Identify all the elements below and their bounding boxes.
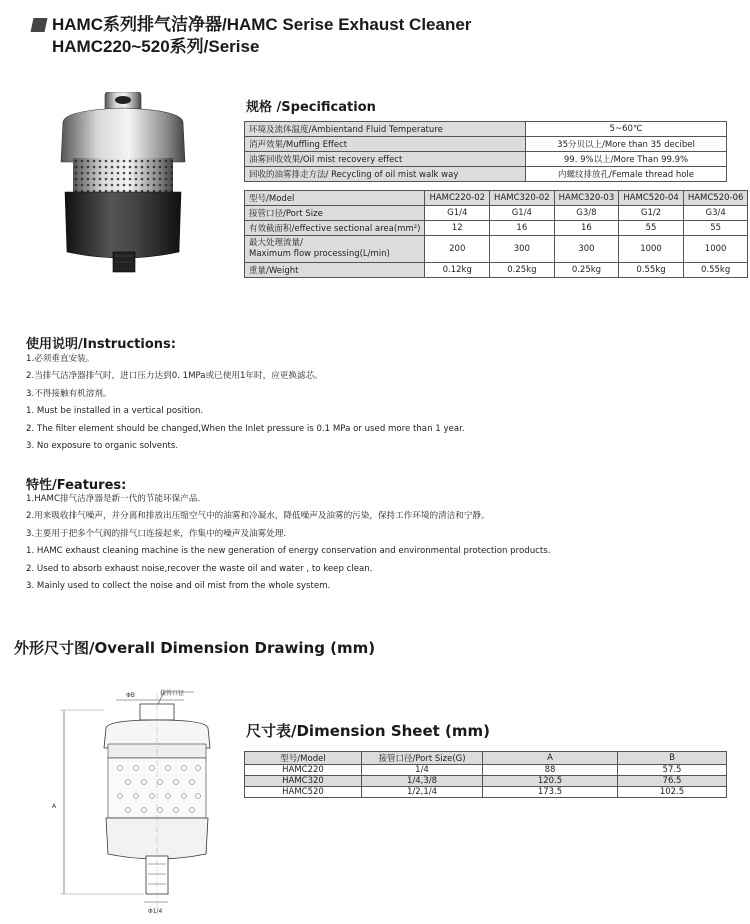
table-row: HAMC520 1/2,1/4 173.5 102.5 [245, 787, 727, 798]
spec-heading: 规格 /Specification [246, 100, 376, 115]
table-row: 最大处理流量/ Maximum flow processing(L/min) 200 300 300 1000 1000 [245, 236, 748, 263]
list-item: 1.必须垂直安装。 [26, 354, 95, 364]
features-heading: 特性/Features: [26, 478, 127, 493]
drawing-label-a: A [52, 803, 57, 810]
title-line-2: HAMC220~520系列/Serise [52, 37, 260, 56]
list-item: 1.HAMC排气洁净器是新一代的节能环保产品. [26, 494, 201, 504]
dimension-sheet-heading: 尺寸表/Dimension Sheet (mm) [246, 722, 491, 740]
table-row: HAMC220 1/4 88 57.5 [245, 765, 727, 776]
table-row: 型号/Model 接管口径/Port Size(G) A B [245, 752, 727, 765]
title-line-1: HAMC系列排气洁净器/HAMC Serise Exhaust Cleaner [52, 15, 472, 34]
instructions-list [26, 351, 465, 455]
drawing-label-port: 接管口径 [160, 690, 185, 697]
dimension-table [244, 751, 727, 798]
list-item: 3.主要用于把多个气阀的排气口连接起来，作集中的噪声及油雾处理. [26, 528, 287, 539]
table-row: 回收的油雾排走方法/ Recycling of oil mist walk way 内螺纹排放孔/Female thread hole [245, 167, 727, 182]
drawing-label-b: ΦB [126, 692, 135, 699]
list-item: 3.不得接触有机溶剂。 [26, 388, 112, 399]
list-item: 2.用来吸收排气噪声，并分离和排放出压缩空气中的油雾和冷凝水，降低噪声及油雾的污染，保持工作环境的清洁和宁静。 [26, 511, 490, 522]
table-row: 环境及流体温度/Ambientand Fluid Temperature 5~60℃ [245, 122, 727, 137]
list-item: 2. The filter element should be changed,When the Inlet pressure is 0.1 MPa or used more than 1 year. [26, 423, 465, 434]
table-row: 重量/Weight 0.12kg 0.25kg 0.25kg 0.55kg 0.55kg [245, 263, 748, 278]
table-row: 消声效果/Muffling Effect 35分贝以上/More than 35 decibel [245, 137, 727, 152]
drawing-label-bottom: Φ1/4 [148, 908, 163, 915]
features-list [26, 491, 550, 595]
table-row: HAMC320 1/4,3/8 120.5 76.5 [245, 776, 727, 787]
dimension-drawing [44, 684, 214, 920]
title-bullet-icon [31, 18, 48, 32]
spec-table [244, 121, 727, 182]
list-item: 2. Used to absorb exhaust noise,recover the waste oil and water , to keep clean. [26, 563, 373, 574]
model-table [244, 190, 748, 278]
page-title [32, 14, 471, 58]
drawing-heading: 外形尺寸图/Overall Dimension Drawing (mm) [14, 639, 376, 657]
table-row: 有效截面积/effective sectional area(mm²) 12 16 16 55 55 [245, 221, 748, 236]
list-item: 1. Must be installed in a vertical position. [26, 406, 204, 417]
list-item: 2.当排气洁净器排气时，进口压力达到0. 1MPa或已使用1年时，应更换滤芯。 [26, 371, 323, 382]
list-item: 3. Mainly used to collect the noise and oil mist from the whole system. [26, 581, 331, 592]
product-photo [55, 92, 195, 292]
list-item: 1. HAMC exhaust cleaning machine is the new generation of energy conservation and environmental protection products. [26, 546, 551, 557]
table-row: 接管口径/Port Size G1/4 G1/4 G3/8 G1/2 G3/4 [245, 206, 748, 221]
instructions-heading: 使用说明/Instructions: [26, 337, 176, 352]
table-row: 型号/Model HAMC220-02 HAMC320-02 HAMC320-03 HAMC520-04 HAMC520-06 [245, 191, 748, 206]
table-row: 油雾回收效果/Oil mist recovery effect 99. 9%以上/More Than 99.9% [245, 152, 727, 167]
list-item: 3. No exposure to organic solvents. [26, 441, 179, 452]
